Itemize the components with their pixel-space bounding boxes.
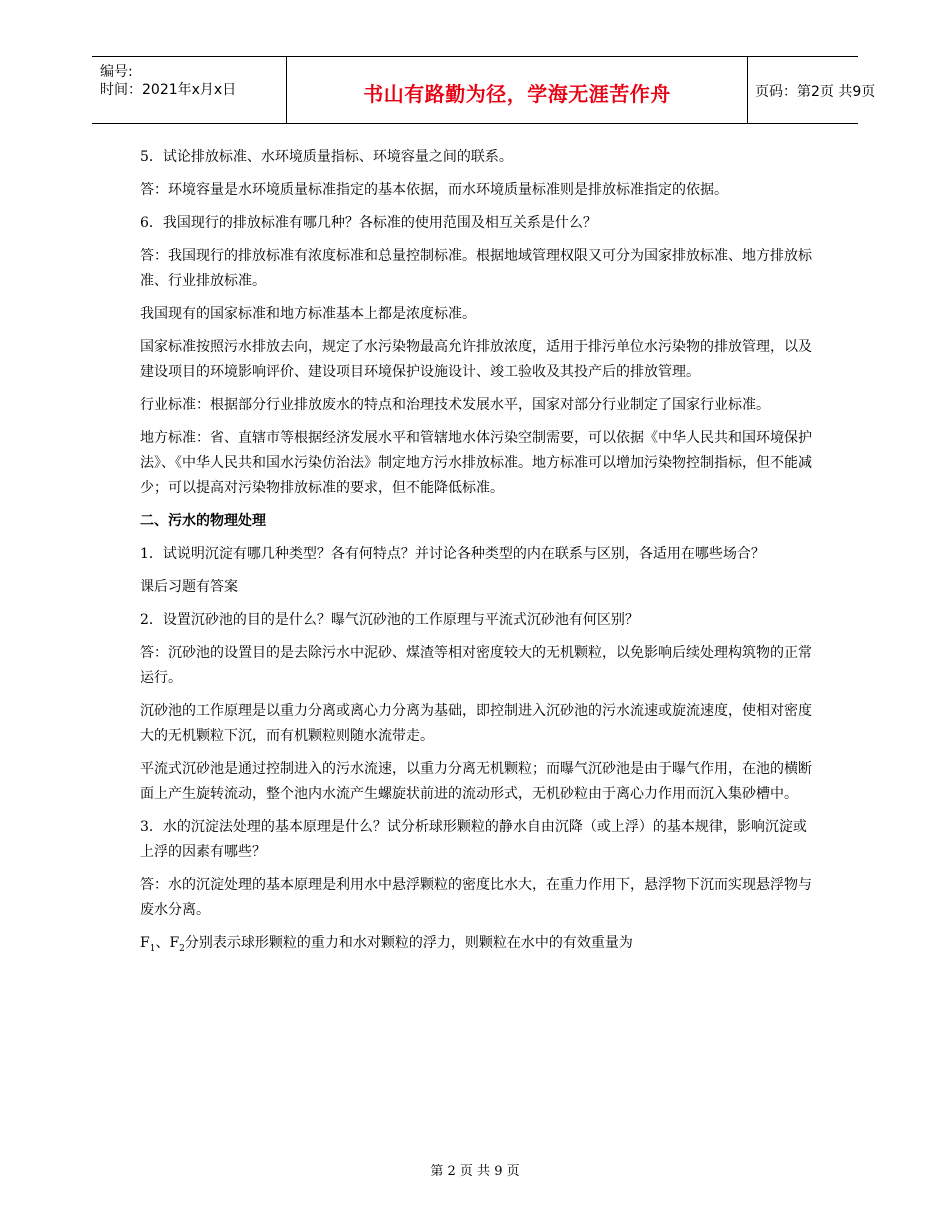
answer-6-para-1: 答：我国现行的排放标准有浓度标准和总量控制标准。根据地域管理权限又可分为国家排放标准、地方排放标准、行业排放标准。 <box>140 248 812 289</box>
header-left-cell <box>92 57 286 123</box>
section-heading: 二、污水的物理处理 <box>140 513 266 529</box>
answer-6-para-4: 行业标准：根据部分行业排放废水的特点和治理技术发展水平，国家对部分行业制定了国家行业标准。 <box>140 397 770 413</box>
subscript-1: 1 <box>149 943 156 954</box>
section2-answer-1: 课后习题有答案 <box>140 579 238 595</box>
answer-6-para-3: 国家标准按照污水排放去向，规定了水污染物最高允许排放浓度，适用于排污单位水污染物的排放管理，以及建设项目的环境影响评价、建设项目环境保护设施设计、竣工验收及其投产后的排放管理。 <box>140 339 812 380</box>
section2-answer-2-para-3: 平流式沉砂池是通过控制进入的污水流速，以重力分离无机颗粒；而曝气沉砂池是由于曝气作用，在池的横断面上产生旋转流动，整个池内水流产生螺旋状前进的流动形式，无机砂粒由于离心力作用而沉入集砂槽中。 <box>140 761 812 802</box>
section2-question-1: 1．试说明沉淀有哪几种类型？各有何特点？并讨论各种类型的内在联系与区别，各适用在哪些场合？ <box>140 546 765 562</box>
answer-6-para-5: 地方标准：省、直辖市等根据经济发展水平和管辖地水体污染空制需要，可以依据《中华人民共和国环境保护法》、《中华人民共和国水污染仿治法》制定地方污水排放标准。地方标准可以增加污染物控制指标，但不能减少；可以提高对污染物排放标准的要求，但不能降低标准。 <box>140 430 812 496</box>
number-label: 编号: <box>100 64 133 80</box>
section2-answer-2-para-1: 答：沉砂池的设置目的是去除污水中泥砂、煤渣等相对密度较大的无机颗粒，以免影响后续处理构筑物的正常运行。 <box>140 645 812 686</box>
subscript-2: 2 <box>179 943 185 954</box>
section2-answer-2-para-2: 沉砂池的工作原理是以重力分离或离心力分离为基础，即控制进入沉砂池的污水流速或旋流速度，使相对密度大的无机颗粒下沉，而有机颗粒则随水流带走。 <box>140 703 812 744</box>
header-page-code: 页码：第2页 共9页 <box>755 84 876 100</box>
paragraph-text: 分别表示球形颗粒的重力和水对颗粒的浮力，则颗粒在水中的有效重量为 <box>184 935 633 951</box>
force-symbol-f1: F <box>140 935 150 951</box>
section2-answer-3-para-2 <box>140 931 812 956</box>
header-page-cell <box>747 57 876 123</box>
page-footer: 第 2 页 共 9 页 <box>430 1164 520 1179</box>
section2-answer-3-para-1: 答：水的沉淀处理的基本原理是利用水中悬浮颗粒的密度比水大，在重力作用下，悬浮物下沉而实现悬浮物与废水分离。 <box>140 877 812 918</box>
header-motto: 书山有路勤为径，学海无涯苦作舟 <box>363 82 671 106</box>
section2-question-3: 3．水的沉淀法处理的基本原理是什么？试分析球形颗粒的静水自由沉降（或上浮）的基本规律，影响沉淀或上浮的因素有哪些？ <box>140 819 807 860</box>
force-symbol-f2: 、F <box>155 935 180 951</box>
document-body <box>140 145 812 964</box>
header-motto-cell <box>286 57 748 123</box>
section2-question-2: 2．设置沉砂池的目的是什么？曝气沉砂池的工作原理与平流式沉砂池有何区别？ <box>140 612 639 628</box>
page-header <box>92 56 876 124</box>
question-6: 6．我国现行的排放标准有哪几种？各标准的使用范围及相互关系是什么？ <box>140 215 597 231</box>
answer-5: 答：环境容量是水环境质量标准指定的基本依据，而水环境质量标准则是排放标准指定的依据。 <box>140 182 728 198</box>
answer-6-para-2: 我国现有的国家标准和地方标准基本上都是浓度标准。 <box>140 306 476 322</box>
question-5: 5．试论排放标准、水环境质量指标、环境容量之间的联系。 <box>140 149 513 165</box>
time-label: 时间：2021年x月x日 <box>100 82 237 98</box>
